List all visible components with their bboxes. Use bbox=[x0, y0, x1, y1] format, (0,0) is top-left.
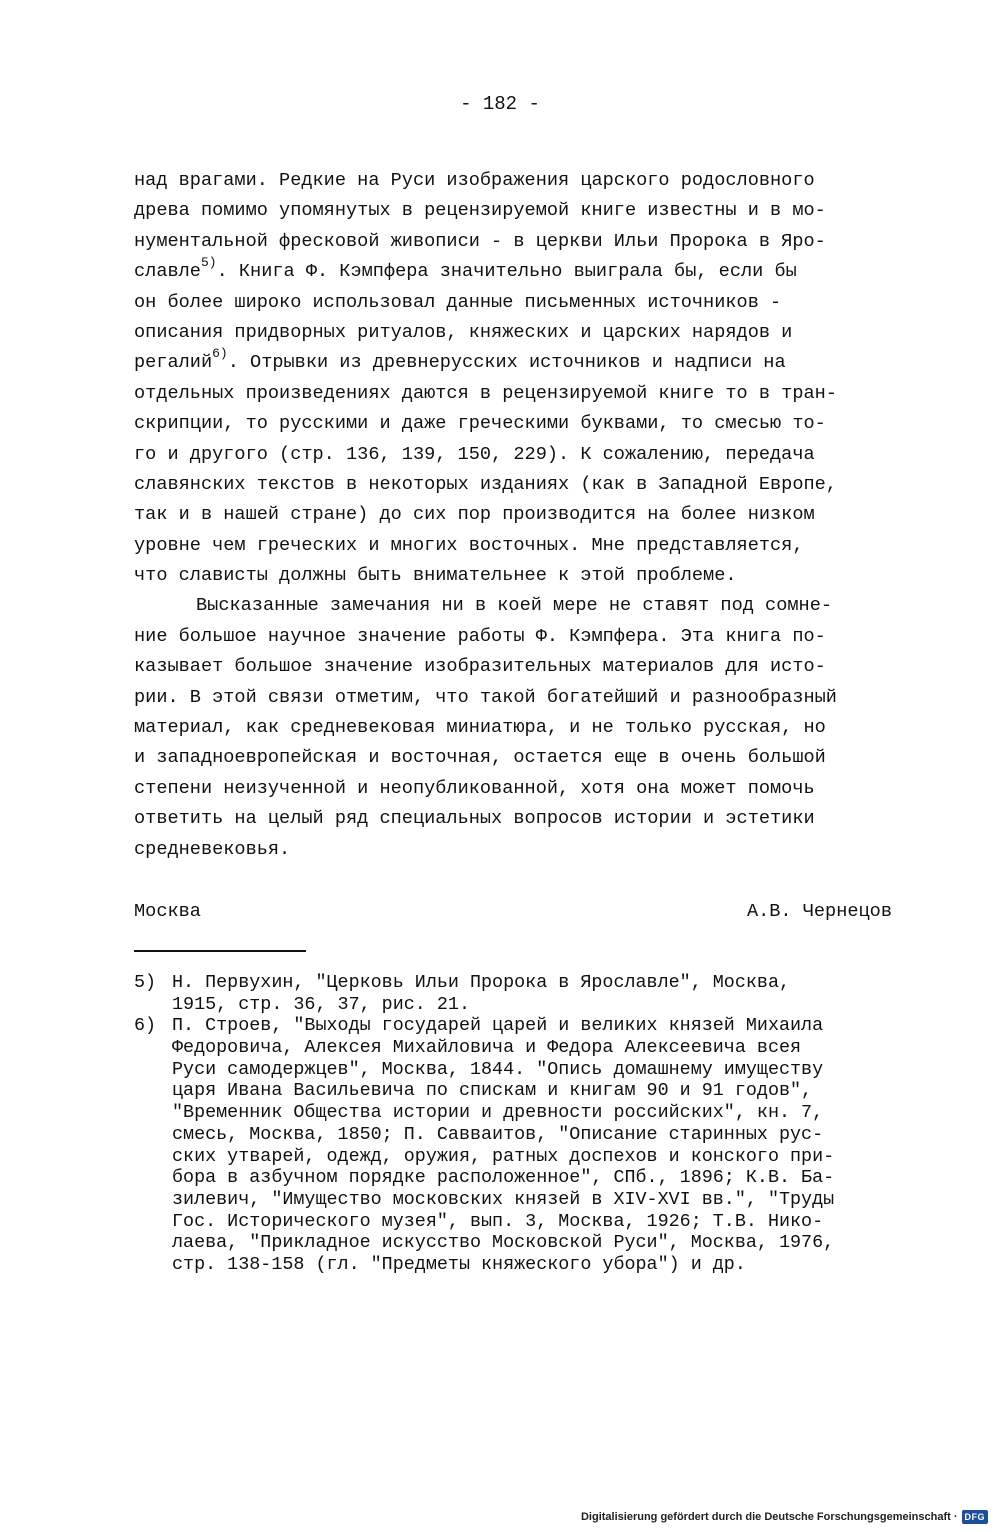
text-line: казывает большое значение изобразительных материалов для исто- bbox=[134, 656, 826, 678]
text-line: отдельных произведениях даются в рецензируемой книге то в тран- bbox=[134, 382, 837, 404]
footnote-marker: 6) bbox=[134, 1015, 157, 1037]
footnote-line bbox=[134, 1080, 924, 1102]
page-number: - 182 - bbox=[460, 93, 540, 115]
signature-author: А.В. Чернецов bbox=[746, 901, 892, 922]
footnote-line bbox=[134, 1211, 924, 1233]
text-line: он более широко использовал данные письменных источников - bbox=[134, 291, 782, 313]
text-line: что слависты должны быть внимательнее к этой проблеме. bbox=[134, 565, 737, 587]
text-segment: . Отрывки из древнерусских источников и надписи на bbox=[227, 352, 786, 374]
text-segment: регалий bbox=[134, 352, 213, 374]
footnote-line bbox=[134, 1146, 924, 1168]
text-line: над врагами. Редкие на Руси изображения царского родословного bbox=[134, 170, 815, 191]
footnote-line bbox=[134, 1189, 924, 1211]
text-segment: славле bbox=[134, 261, 201, 283]
footnote-text: царя Ивана Васильевича по спискам и книгам 90 и 91 годов", bbox=[172, 1080, 813, 1102]
text-line: средневековья. bbox=[134, 838, 291, 860]
text-line: уровне чем греческих и многих восточных. Мне представляется, bbox=[134, 534, 804, 556]
footnote-line bbox=[134, 994, 924, 1016]
text-line: славянских текстов в некоторых изданиях (как в Западной Европе, bbox=[134, 473, 837, 495]
footnote-text: П. Строев, "Выходы государей царей и великих князей Михаила bbox=[172, 1015, 824, 1037]
footnote-5 bbox=[134, 972, 924, 1015]
text-line: скрипции, то русскими и даже греческими буквами, то смесью то- bbox=[134, 413, 826, 435]
digitization-footer bbox=[581, 1510, 988, 1524]
footer-text: Digitalisierung gefördert durch die Deutsche Forschungsgemeinschaft · bbox=[580, 1511, 958, 1523]
text-line: ние большое научное значение работы Ф. Кэмпфера. Эта книга по- bbox=[134, 625, 826, 647]
footnote-separator bbox=[134, 950, 306, 952]
footnote-line bbox=[134, 1124, 924, 1146]
footnote-text: ских утварей, одежд, оружия, ратных доспехов и конского при- bbox=[172, 1145, 835, 1167]
text-line bbox=[134, 348, 914, 378]
text-line: описания придворных ритуалов, княжеских и царских нарядов и bbox=[134, 321, 793, 343]
footnote-text: Федоровича, Алексея Михайловича и Федора Алексеевича всея bbox=[172, 1037, 802, 1059]
footnote-text: Гос. Исторического музея", вып. 3, Москва, 1926; Т.В. Нико- bbox=[172, 1210, 824, 1232]
footnote-line bbox=[134, 1167, 924, 1189]
footnote-text: Руси самодержцев", Москва, 1844. "Опись домашнему имуществу bbox=[172, 1058, 824, 1080]
text-line: Высказанные замечания ни в коей мере не ставят под сомне- bbox=[196, 595, 833, 617]
text-line: и западноевропейская и восточная, остается еще в очень большой bbox=[134, 747, 826, 769]
footnote-line bbox=[134, 1059, 924, 1081]
text-line: рии. В этой связи отметим, что такой богатейший и разнообразный bbox=[134, 686, 837, 708]
paragraph-2 bbox=[134, 591, 914, 865]
signature-line bbox=[134, 901, 892, 922]
footnote-6 bbox=[134, 1015, 924, 1275]
footnote-text: Н. Первухин, "Церковь Ильи Пророка в Ярославле", Москва, bbox=[172, 972, 791, 993]
text-line: го и другого (стр. 136, 139, 150, 229). К сожалению, передача bbox=[134, 443, 815, 465]
footnote-line bbox=[134, 1037, 924, 1059]
text-line: ответить на целый ряд специальных вопросов истории и эстетики bbox=[134, 808, 815, 830]
footnote-line bbox=[134, 972, 924, 994]
text-line: так и в нашей стране) до сих пор производится на более низком bbox=[134, 504, 815, 526]
text-line: материал, как средневековая миниатюра, и не только русская, но bbox=[134, 717, 826, 739]
footnote-line bbox=[134, 1254, 924, 1276]
footnote-text: смесь, Москва, 1850; П. Савваитов, "Описание старинных рус- bbox=[172, 1123, 824, 1145]
footnote-text: лаева, "Прикладное искусство Московской Руси", Москва, 1976, bbox=[172, 1232, 835, 1254]
text-line: древа помимо упомянутых в рецензируемой книге известны и в мо- bbox=[134, 200, 826, 222]
footnote-text: стр. 138-158 (гл. "Предметы княжеского убора") и др. bbox=[172, 1253, 746, 1275]
footnote-text: зилевич, "Имущество московских князей в XIV-XVI вв.", "Труды bbox=[172, 1188, 835, 1210]
text-line: нументальной фресковой живописи - в церкви Ильи Пророка в Яро- bbox=[134, 230, 826, 252]
footnote-marker: 5) bbox=[134, 972, 157, 993]
footnote-line bbox=[134, 1102, 924, 1124]
paragraph-1 bbox=[134, 166, 914, 591]
text-line: степени неизученной и неопубликованной, хотя она может помочь bbox=[134, 777, 815, 799]
footnote-text: "Временник Общества истории и древности российских", кн. 7, bbox=[172, 1102, 824, 1124]
signature-place: Москва bbox=[134, 901, 201, 922]
text-segment: . Книга Ф. Кэмпфера значительно выиграла бы, если бы bbox=[216, 261, 797, 283]
footnotes bbox=[134, 972, 924, 1276]
footnote-text: 1915, стр. 36, 37, рис. 21. bbox=[172, 993, 470, 1015]
footnote-line bbox=[134, 1232, 924, 1254]
dfg-logo-icon: DFG bbox=[962, 1510, 989, 1524]
body-text bbox=[134, 166, 914, 865]
footnote-line bbox=[134, 1015, 924, 1037]
text-line bbox=[134, 257, 914, 287]
footnote-ref: 6) bbox=[212, 346, 228, 362]
footnote-ref: 5) bbox=[200, 255, 217, 271]
footnote-text: бора в азбучном порядке расположенное", СПб., 1896; К.В. Ба- bbox=[172, 1167, 835, 1189]
